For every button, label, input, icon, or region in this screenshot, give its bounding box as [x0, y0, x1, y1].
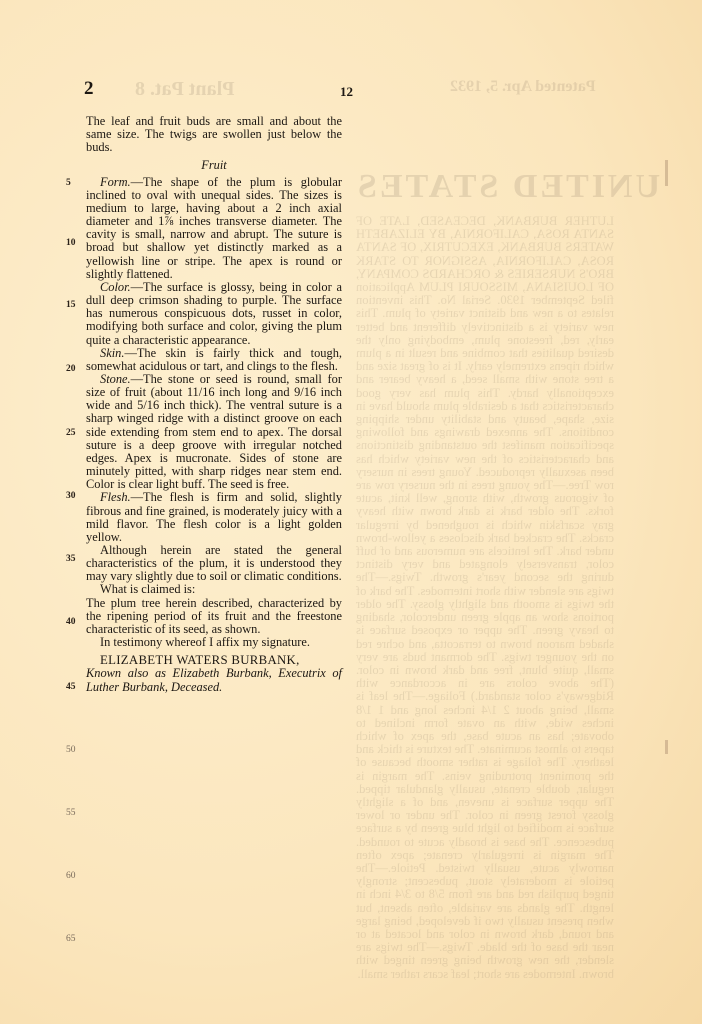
line-number: 5	[66, 178, 71, 188]
color-label: Color.	[100, 279, 131, 294]
line-number: 45	[66, 682, 76, 692]
color-paragraph	[86, 281, 342, 347]
color-text: —The surface is glossy, being in color a dull deep crimson shading to purple. The surface has numerous conspicuous dots, russet in color, modifying both surface and color, giving the plum quite a characteristic appearance.	[86, 279, 342, 347]
flesh-paragraph	[86, 491, 342, 544]
bleed-through-header-right: Patented Apr. 5, 1932	[450, 78, 596, 95]
line-number: 50	[66, 745, 76, 755]
line-number: 55	[66, 808, 76, 818]
intro-paragraph: The leaf and fruit buds are small and about the same size. The twigs are swollen just below the buds.	[86, 114, 342, 155]
line-number: 65	[66, 934, 76, 944]
signature-subtitle: Known also as Elizabeth Burbank, Executrix of Luther Burbank, Deceased.	[86, 666, 342, 694]
line-number: 10	[66, 238, 76, 248]
form-label: Form.	[100, 174, 131, 189]
line-number: 25	[66, 428, 76, 438]
line-number: 35	[66, 554, 76, 564]
skin-paragraph	[86, 347, 342, 373]
signature-name: ELIZABETH WATERS BURBANK,	[100, 653, 300, 668]
general-paragraph: Although herein are stated the general characteristics of the plum, it is understood they may vary slightly due to soil or climatic conditions.	[86, 543, 342, 584]
line-number: 30	[66, 491, 76, 501]
form-text: —The shape of the plum is globular inclined to oval with unequal sides. The sizes is medium to large, having about a 2 inch axial diameter and 1⅞ inches transverse diameter. The cavity is small, narrow and abrupt. The suture is broad but shallow yet distinctly marked as a yellowish line or stripe. The apex is round or slightly flattened.	[86, 174, 342, 281]
line-number: 15	[66, 300, 76, 310]
stone-paragraph	[86, 373, 342, 491]
stone-text: —The stone or seed is round, small for size of fruit (about 11/16 inch long and 9/16 inch wide and 5/16 inch thick). The ventral suture is a sharp winged ridge with a distinct groove on each side extending from stem end to apex. The dorsal suture is a deep groove with irregular notched edges. Apex is mucronate. Sides of stone are minutely pitted, with sharp ridges near stem end. Color is clear light buff. The seed is free.	[86, 371, 342, 492]
flesh-text: —The flesh is firm and solid, slightly fibrous and fine grained, is moderately juicy with a mild flavor. The flesh color is a light golden yellow.	[86, 490, 342, 544]
claim-intro: What is claimed is:	[100, 582, 196, 597]
stone-label: Stone.	[100, 371, 131, 386]
bleed-through-header-left: Plant Pat. 8	[135, 78, 235, 100]
flesh-label: Flesh.	[100, 490, 131, 505]
column-number: 12	[340, 84, 353, 99]
page-number: 2	[84, 78, 94, 99]
text-column	[86, 115, 342, 694]
form-paragraph	[86, 176, 342, 281]
margin-mark	[665, 740, 668, 754]
testimony-line: In testimony whereof I affix my signature.	[100, 635, 311, 650]
line-number: 20	[66, 364, 76, 374]
bleed-through-title: UNITED STATES	[355, 168, 661, 205]
claim-text: The plum tree herein described, characterized by the ripening period of its fruit and the freestone characteristic of its seed, as shown.	[86, 595, 342, 636]
skin-label: Skin.	[100, 345, 125, 360]
fruit-heading: Fruit	[201, 158, 227, 173]
skin-text: —The skin is fairly thick and tough, somewhat acidulous or tart, and clings to the flesh.	[86, 345, 342, 373]
bleed-through-body: LUTHER BURBANK, DECEASED, LATE OF SANTA ROSA, CALIFORNIA, BY ELIZABETH WATERS BURBANK, EXECUTRIX, OF SANTA ROSA, CALIFORNIA, ASSIGNOR TO STARK BRO'S NURSERIES & ORCHARDS COMPANY, OF LOUISIANA, MISSOURI PLUM Application filed September 1930. Serial No. This invention relates to a new and distinct variety of plum. This new variety is a distinctively different and better early, red, freestone plum, embodying only the desired qualities that combine and result in a plum which ripens extremely early. It is of great size and a tree stone with small seed, a heavy bearer and exceptionally hardy. This plum has very good characteristics that a desirable plum should have in size, shape, beauty and stability under shipping conditions. The annexed drawings and following specification manifest the outstanding distinctions and characteristics of the new variety which has been asexually reproduced. Young trees in nursery row Tree.—The young trees in the nursery row are of vigorous growth, with strong, well knit, acute forks. The older bark is dark brown with heavy gray scarfskin which is roughened by irregular cracks. The cracked bark discloses a yellow-brown under bark. The lenticels are numerous and of buff color, transversely elongated and very distinct during the second year's growth. Twigs.—The twigs are slender with short internodes. The bark of the twigs is smooth and slightly glossy. The older portions show an apple green undercolor, shading to heavy green. The upper or exposed surface is shaded maroon brown to terracotta, and ochre red on the younger twigs. The dormant buds are very small, quite blunt, free and dark brown in color. (The above colors are in accordance with Ridgeway's color standard.) Foliage.—The leaf is small, being about 2 1/4 inches long and 1 1/8 inches wide, with an ovate form inclined to obovate; has an acute base, the apex of which tapers to almost acuminate. The texture is thick and leathery. The foliage is rather smooth because of the prominent protruding veins. The margin is regular, double crenate, usually glandular tipped. The upper surface is uneven, and of a slightly glossy forest green in color. The under or lower surface is modified to light blue green by a surface pubescence. The base is broadly acute to rounded. The margin is irregularly crenate; apex often narrowly acute, usually twisted. Petiole.—The petiole is moderately stout, pubescent; strongly tinged purplish red and are from 5/8 to 3/4 inch in length. The glands are variable, often absent, but when present usually two if developed, being large and round, dark brown in color and located at or near the base of the blade. Twigs.—The twigs are slender, the new growth being green tinged with brown. Internodes are short; leaf scars rather small.	[356, 214, 614, 981]
line-number: 40	[66, 617, 76, 627]
margin-mark	[665, 160, 668, 186]
line-number: 60	[66, 871, 76, 881]
